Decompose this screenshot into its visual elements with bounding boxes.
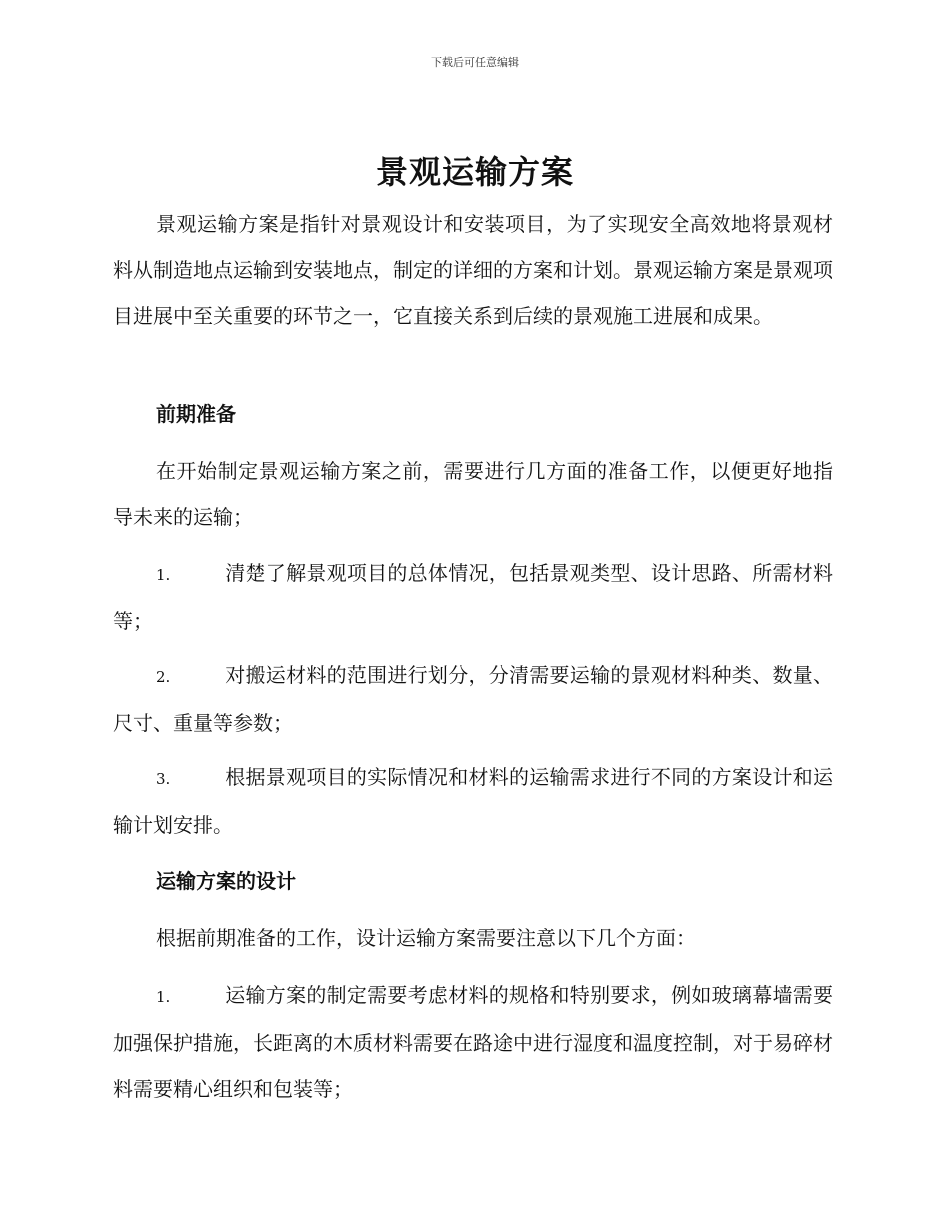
list-item-text: 对搬运材料的范围进行划分，分清需要运输的景观材料种类、数量、尺寸、重量等参数； [113, 663, 833, 735]
list-number: 1. [156, 566, 171, 584]
list-item [113, 754, 833, 848]
section-heading-preparation: 前期准备 [156, 402, 236, 426]
list-item-text: 运输方案的制定需要考虑材料的规格和特别要求，例如玻璃幕墙需要加强保护措施，长距离的木质材料需要在路途中进行湿度和温度控制，对于易碎材料需要精心组织和包装等； [113, 983, 833, 1101]
document-title: 景观运输方案 [375, 153, 574, 191]
list-item-text: 清楚了解景观项目的总体情况，包括景观类型、设计思路、所需材料等； [113, 561, 833, 633]
section-heading-design: 运输方案的设计 [156, 869, 296, 893]
section-lead-design: 根据前期准备的工作，设计运输方案需要注意以下几个方面： [156, 926, 696, 950]
list-item [113, 550, 833, 644]
list-number: 2. [156, 668, 171, 686]
list-item-text: 根据景观项目的实际情况和材料的运输需求进行不同的方案设计和运输计划安排。 [113, 765, 833, 837]
list-item [113, 652, 833, 746]
header-note: 下载后可任意编辑 [431, 56, 519, 69]
intro-paragraph: 景观运输方案是指针对景观设计和安装项目，为了实现安全高效地将景观材料从制造地点运输到安装地点，制定的详细的方案和计划。景观运输方案是景观项目进展中至关重要的环节之一，它直接关系到后续的景观施工进展和成果。 [113, 212, 833, 328]
section-lead-preparation: 在开始制定景观运输方案之前，需要进行几方面的准备工作，以便更好地指导未来的运输； [113, 459, 833, 529]
list-item [113, 972, 833, 1112]
list-number: 1. [156, 988, 171, 1006]
list-number: 3. [156, 770, 171, 788]
